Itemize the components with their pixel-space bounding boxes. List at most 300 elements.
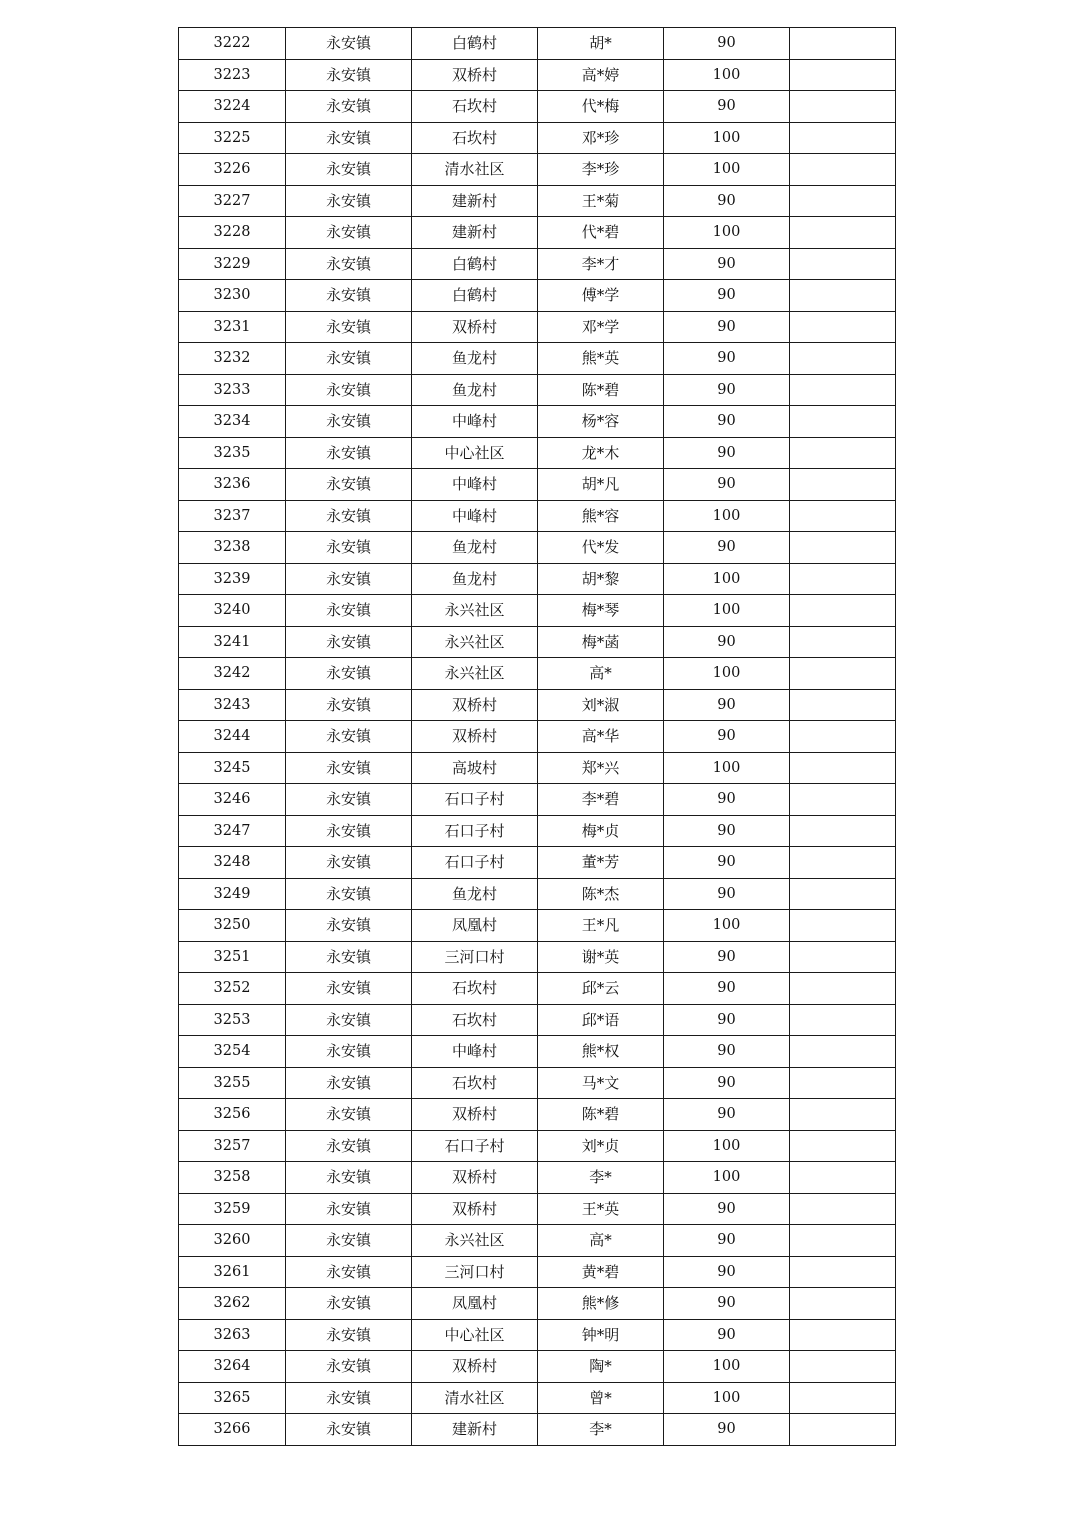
remark-cell [790,532,896,564]
name-cell: 董*芳 [538,847,664,879]
score-cell: 90 [664,91,790,123]
score-cell: 90 [664,815,790,847]
serial-number-cell: 3250 [179,910,286,942]
score-cell: 90 [664,437,790,469]
village-cell: 鱼龙村 [412,878,538,910]
town-cell: 永安镇 [286,658,412,690]
town-cell: 永安镇 [286,1288,412,1320]
village-cell: 中心社区 [412,1319,538,1351]
table-row [179,595,896,627]
serial-number-cell: 3234 [179,406,286,438]
serial-number-cell: 3244 [179,721,286,753]
village-cell: 双桥村 [412,1099,538,1131]
score-cell: 90 [664,1256,790,1288]
name-cell: 王*英 [538,1193,664,1225]
table-row [179,122,896,154]
name-cell: 熊*容 [538,500,664,532]
table-row [179,815,896,847]
name-cell: 王*凡 [538,910,664,942]
name-cell: 梅*琴 [538,595,664,627]
score-cell: 100 [664,752,790,784]
remark-cell [790,1004,896,1036]
village-cell: 石坎村 [412,973,538,1005]
town-cell: 永安镇 [286,217,412,249]
remark-cell [790,1319,896,1351]
town-cell: 永安镇 [286,343,412,375]
remark-cell [790,280,896,312]
village-cell: 凤凰村 [412,1288,538,1320]
town-cell: 永安镇 [286,248,412,280]
table-row [179,752,896,784]
remark-cell [790,28,896,60]
town-cell: 永安镇 [286,1351,412,1383]
score-cell: 90 [664,1319,790,1351]
remark-cell [790,1067,896,1099]
score-cell: 90 [664,1288,790,1320]
table-row [179,59,896,91]
serial-number-cell: 3260 [179,1225,286,1257]
name-cell: 高* [538,1225,664,1257]
village-cell: 石坎村 [412,91,538,123]
name-cell: 陈*碧 [538,374,664,406]
town-cell: 永安镇 [286,752,412,784]
serial-number-cell: 3222 [179,28,286,60]
serial-number-cell: 3263 [179,1319,286,1351]
name-cell: 梅*菡 [538,626,664,658]
village-cell: 凤凰村 [412,910,538,942]
table-row [179,437,896,469]
score-cell: 100 [664,1130,790,1162]
serial-number-cell: 3224 [179,91,286,123]
score-cell: 90 [664,1414,790,1446]
remark-cell [790,941,896,973]
name-cell: 胡*凡 [538,469,664,501]
remark-cell [790,311,896,343]
remark-cell [790,248,896,280]
serial-number-cell: 3229 [179,248,286,280]
serial-number-cell: 3248 [179,847,286,879]
remark-cell [790,595,896,627]
village-cell: 双桥村 [412,1162,538,1194]
remark-cell [790,469,896,501]
table-row [179,1319,896,1351]
score-cell: 90 [664,280,790,312]
town-cell: 永安镇 [286,59,412,91]
score-cell: 100 [664,595,790,627]
remark-cell [790,185,896,217]
village-cell: 鱼龙村 [412,532,538,564]
table-row [179,973,896,1005]
table-row [179,311,896,343]
name-cell: 代*碧 [538,217,664,249]
village-cell: 石坎村 [412,122,538,154]
town-cell: 永安镇 [286,154,412,186]
serial-number-cell: 3236 [179,469,286,501]
table-row [179,248,896,280]
name-cell: 胡* [538,28,664,60]
table-row [179,1036,896,1068]
remark-cell [790,1256,896,1288]
serial-number-cell: 3264 [179,1351,286,1383]
town-cell: 永安镇 [286,878,412,910]
table-row [179,910,896,942]
name-cell: 梅*贞 [538,815,664,847]
table-row [179,500,896,532]
name-cell: 邓*学 [538,311,664,343]
name-cell: 邱*语 [538,1004,664,1036]
name-cell: 刘*淑 [538,689,664,721]
serial-number-cell: 3251 [179,941,286,973]
table-row [179,1414,896,1446]
score-cell: 90 [664,973,790,1005]
table-row [179,626,896,658]
town-cell: 永安镇 [286,1067,412,1099]
village-cell: 双桥村 [412,59,538,91]
table-row [179,563,896,595]
serial-number-cell: 3252 [179,973,286,1005]
town-cell: 永安镇 [286,91,412,123]
table-row [179,343,896,375]
table-row [179,658,896,690]
remark-cell [790,437,896,469]
table-row [179,469,896,501]
village-cell: 白鹤村 [412,280,538,312]
remark-cell [790,689,896,721]
village-cell: 三河口村 [412,941,538,973]
remark-cell [790,343,896,375]
village-cell: 中心社区 [412,437,538,469]
village-cell: 双桥村 [412,1193,538,1225]
remark-cell [790,1036,896,1068]
name-cell: 陈*碧 [538,1099,664,1131]
village-cell: 石口子村 [412,1130,538,1162]
village-cell: 石口子村 [412,784,538,816]
village-cell: 三河口村 [412,1256,538,1288]
score-cell: 100 [664,563,790,595]
score-cell: 90 [664,1067,790,1099]
table-row [179,154,896,186]
serial-number-cell: 3226 [179,154,286,186]
name-cell: 李* [538,1414,664,1446]
name-cell: 高*婷 [538,59,664,91]
remark-cell [790,1162,896,1194]
serial-number-cell: 3235 [179,437,286,469]
remark-cell [790,784,896,816]
remark-cell [790,1225,896,1257]
village-cell: 双桥村 [412,311,538,343]
village-cell: 中峰村 [412,500,538,532]
village-cell: 建新村 [412,1414,538,1446]
score-cell: 100 [664,217,790,249]
remark-cell [790,910,896,942]
town-cell: 永安镇 [286,500,412,532]
remark-cell [790,1351,896,1383]
remark-cell [790,973,896,1005]
serial-number-cell: 3262 [179,1288,286,1320]
village-cell: 永兴社区 [412,595,538,627]
name-cell: 马*文 [538,1067,664,1099]
village-cell: 永兴社区 [412,626,538,658]
name-cell: 李*碧 [538,784,664,816]
name-cell: 黄*碧 [538,1256,664,1288]
name-cell: 熊*修 [538,1288,664,1320]
remark-cell [790,815,896,847]
name-cell: 代*发 [538,532,664,564]
serial-number-cell: 3257 [179,1130,286,1162]
village-cell: 石坎村 [412,1004,538,1036]
serial-number-cell: 3228 [179,217,286,249]
table-row [179,721,896,753]
town-cell: 永安镇 [286,563,412,595]
table-row [179,28,896,60]
table-row [179,1288,896,1320]
name-cell: 刘*贞 [538,1130,664,1162]
town-cell: 永安镇 [286,1256,412,1288]
serial-number-cell: 3225 [179,122,286,154]
score-cell: 100 [664,910,790,942]
name-cell: 杨*容 [538,406,664,438]
town-cell: 永安镇 [286,1382,412,1414]
town-cell: 永安镇 [286,973,412,1005]
table-row [179,217,896,249]
town-cell: 永安镇 [286,1225,412,1257]
score-cell: 90 [664,1225,790,1257]
table-row [179,689,896,721]
serial-number-cell: 3227 [179,185,286,217]
remark-cell [790,752,896,784]
village-cell: 鱼龙村 [412,343,538,375]
remark-cell [790,878,896,910]
remark-cell [790,91,896,123]
score-cell: 100 [664,59,790,91]
remark-cell [790,1193,896,1225]
town-cell: 永安镇 [286,626,412,658]
town-cell: 永安镇 [286,532,412,564]
score-cell: 100 [664,154,790,186]
village-cell: 中峰村 [412,1036,538,1068]
serial-number-cell: 3255 [179,1067,286,1099]
name-cell: 邱*云 [538,973,664,1005]
name-cell: 陈*杰 [538,878,664,910]
remark-cell [790,1130,896,1162]
name-cell: 钟*明 [538,1319,664,1351]
serial-number-cell: 3239 [179,563,286,595]
town-cell: 永安镇 [286,1162,412,1194]
village-cell: 石口子村 [412,815,538,847]
table-row [179,1130,896,1162]
table-row [179,1067,896,1099]
name-cell: 龙*木 [538,437,664,469]
village-cell: 清水社区 [412,154,538,186]
score-cell: 90 [664,626,790,658]
table-row [179,185,896,217]
village-cell: 永兴社区 [412,1225,538,1257]
town-cell: 永安镇 [286,1036,412,1068]
table-row [179,1162,896,1194]
town-cell: 永安镇 [286,185,412,217]
serial-number-cell: 3266 [179,1414,286,1446]
town-cell: 永安镇 [286,721,412,753]
town-cell: 永安镇 [286,815,412,847]
score-cell: 100 [664,1382,790,1414]
table-row [179,1351,896,1383]
serial-number-cell: 3258 [179,1162,286,1194]
name-cell: 王*菊 [538,185,664,217]
town-cell: 永安镇 [286,28,412,60]
score-cell: 100 [664,1162,790,1194]
serial-number-cell: 3247 [179,815,286,847]
town-cell: 永安镇 [286,1193,412,1225]
score-cell: 90 [664,878,790,910]
remark-cell [790,217,896,249]
table-row [179,847,896,879]
town-cell: 永安镇 [286,311,412,343]
serial-number-cell: 3246 [179,784,286,816]
name-cell: 曾* [538,1382,664,1414]
score-cell: 90 [664,784,790,816]
remark-cell [790,1099,896,1131]
remark-cell [790,500,896,532]
town-cell: 永安镇 [286,910,412,942]
score-cell: 90 [664,1036,790,1068]
town-cell: 永安镇 [286,437,412,469]
roster-table [178,27,896,1446]
village-cell: 石口子村 [412,847,538,879]
serial-number-cell: 3265 [179,1382,286,1414]
remark-cell [790,154,896,186]
serial-number-cell: 3249 [179,878,286,910]
score-cell: 90 [664,721,790,753]
score-cell: 90 [664,343,790,375]
remark-cell [790,847,896,879]
score-cell: 100 [664,500,790,532]
village-cell: 高坡村 [412,752,538,784]
serial-number-cell: 3230 [179,280,286,312]
table-row [179,1225,896,1257]
name-cell: 熊*权 [538,1036,664,1068]
town-cell: 永安镇 [286,1414,412,1446]
table-row [179,1193,896,1225]
serial-number-cell: 3259 [179,1193,286,1225]
town-cell: 永安镇 [286,406,412,438]
serial-number-cell: 3233 [179,374,286,406]
village-cell: 双桥村 [412,1351,538,1383]
name-cell: 李*珍 [538,154,664,186]
remark-cell [790,59,896,91]
serial-number-cell: 3254 [179,1036,286,1068]
town-cell: 永安镇 [286,1004,412,1036]
remark-cell [790,1414,896,1446]
score-cell: 90 [664,374,790,406]
village-cell: 双桥村 [412,689,538,721]
score-cell: 100 [664,1351,790,1383]
score-cell: 90 [664,406,790,438]
name-cell: 李*才 [538,248,664,280]
remark-cell [790,658,896,690]
village-cell: 清水社区 [412,1382,538,1414]
table-row [179,374,896,406]
serial-number-cell: 3245 [179,752,286,784]
table-row [179,1099,896,1131]
town-cell: 永安镇 [286,1130,412,1162]
serial-number-cell: 3240 [179,595,286,627]
score-cell: 90 [664,248,790,280]
town-cell: 永安镇 [286,122,412,154]
town-cell: 永安镇 [286,941,412,973]
score-cell: 90 [664,847,790,879]
score-cell: 90 [664,532,790,564]
name-cell: 郑*兴 [538,752,664,784]
table-row [179,941,896,973]
score-cell: 90 [664,1193,790,1225]
remark-cell [790,374,896,406]
score-cell: 90 [664,689,790,721]
name-cell: 熊*英 [538,343,664,375]
remark-cell [790,626,896,658]
serial-number-cell: 3238 [179,532,286,564]
remark-cell [790,1382,896,1414]
town-cell: 永安镇 [286,1319,412,1351]
village-cell: 中峰村 [412,469,538,501]
name-cell: 谢*英 [538,941,664,973]
village-cell: 建新村 [412,185,538,217]
village-cell: 中峰村 [412,406,538,438]
serial-number-cell: 3237 [179,500,286,532]
name-cell: 胡*黎 [538,563,664,595]
town-cell: 永安镇 [286,1099,412,1131]
table-row [179,1382,896,1414]
remark-cell [790,122,896,154]
town-cell: 永安镇 [286,847,412,879]
town-cell: 永安镇 [286,595,412,627]
village-cell: 石坎村 [412,1067,538,1099]
remark-cell [790,1288,896,1320]
remark-cell [790,721,896,753]
town-cell: 永安镇 [286,374,412,406]
score-cell: 90 [664,941,790,973]
table-row [179,878,896,910]
table-row [179,280,896,312]
score-cell: 90 [664,1099,790,1131]
village-cell: 白鹤村 [412,28,538,60]
score-cell: 90 [664,469,790,501]
score-cell: 90 [664,311,790,343]
score-cell: 100 [664,658,790,690]
table-row [179,532,896,564]
village-cell: 白鹤村 [412,248,538,280]
name-cell: 代*梅 [538,91,664,123]
town-cell: 永安镇 [286,784,412,816]
village-cell: 鱼龙村 [412,374,538,406]
serial-number-cell: 3243 [179,689,286,721]
serial-number-cell: 3261 [179,1256,286,1288]
table-row [179,91,896,123]
town-cell: 永安镇 [286,689,412,721]
table-row [179,1256,896,1288]
serial-number-cell: 3242 [179,658,286,690]
score-cell: 100 [664,122,790,154]
name-cell: 高* [538,658,664,690]
serial-number-cell: 3231 [179,311,286,343]
score-cell: 90 [664,185,790,217]
table-row [179,406,896,438]
town-cell: 永安镇 [286,280,412,312]
village-cell: 双桥村 [412,721,538,753]
table-row [179,784,896,816]
village-cell: 建新村 [412,217,538,249]
remark-cell [790,406,896,438]
name-cell: 高*华 [538,721,664,753]
